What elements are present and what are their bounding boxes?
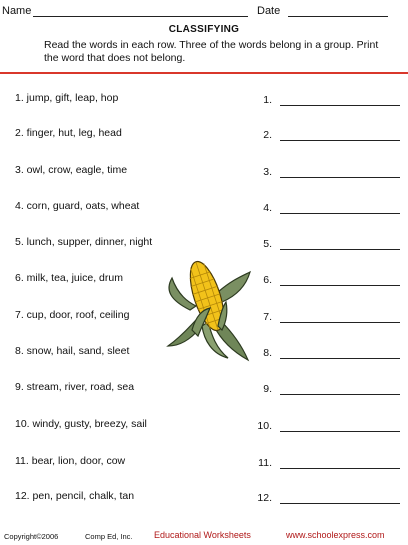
corn-icon — [160, 250, 255, 365]
answer-number: 2. — [263, 129, 272, 141]
answer-line[interactable] — [280, 503, 400, 504]
worksheet-header — [0, 3, 408, 19]
answer-number: 12. — [257, 492, 272, 504]
answer-number: 3. — [263, 166, 272, 178]
date-label: Date — [257, 5, 281, 17]
word-list: 12. pen, pencil, chalk, tan — [15, 490, 135, 502]
answer-line[interactable] — [280, 394, 400, 395]
divider — [0, 72, 408, 74]
name-field-line[interactable] — [33, 16, 248, 17]
word-list: 9. stream, river, road, sea — [15, 381, 135, 393]
word-list: 5. lunch, supper, dinner, night — [15, 236, 153, 248]
word-list: 10. windy, gusty, breezy, sail — [15, 418, 147, 430]
word-list: 2. finger, hut, leg, head — [15, 127, 122, 139]
word-list: 8. snow, hail, sand, sleet — [15, 345, 130, 357]
question-row — [0, 164, 408, 182]
website-link[interactable]: www.schoolexpress.com — [286, 530, 385, 540]
answer-number: 10. — [257, 420, 272, 432]
answer-line[interactable] — [280, 249, 400, 250]
question-row — [0, 200, 408, 218]
date-field-line[interactable] — [288, 16, 388, 17]
question-row — [0, 92, 408, 110]
name-label: Name — [2, 5, 32, 17]
answer-line[interactable] — [280, 322, 400, 323]
educational-worksheets-link[interactable]: Educational Worksheets — [154, 530, 251, 540]
answer-line[interactable] — [280, 105, 400, 106]
word-list: 11. bear, lion, door, cow — [15, 455, 126, 467]
question-row — [0, 127, 408, 145]
answer-number: 11. — [258, 457, 272, 469]
question-row — [0, 381, 408, 399]
answer-line[interactable] — [280, 177, 400, 178]
answer-number: 1. — [263, 94, 272, 106]
word-list: 1. jump, gift, leap, hop — [15, 92, 119, 104]
answer-line[interactable] — [280, 431, 400, 432]
answer-number: 8. — [263, 347, 272, 359]
word-list: 6. milk, tea, juice, drum — [15, 272, 123, 284]
answer-number: 5. — [263, 238, 272, 250]
answer-number: 6. — [263, 274, 272, 286]
question-row — [0, 418, 408, 436]
answer-line[interactable] — [280, 140, 400, 141]
answer-line[interactable] — [280, 468, 400, 469]
word-list: 7. cup, door, roof, ceiling — [15, 309, 130, 321]
footer — [0, 530, 408, 544]
question-row — [0, 455, 408, 473]
answer-number: 4. — [263, 202, 272, 214]
company-text: Comp Ed, Inc. — [85, 532, 133, 541]
word-list: 4. corn, guard, oats, wheat — [15, 200, 140, 212]
answer-line[interactable] — [280, 213, 400, 214]
answer-number: 7. — [263, 311, 272, 323]
answer-line[interactable] — [280, 285, 400, 286]
answer-number: 9. — [263, 383, 272, 395]
answer-line[interactable] — [280, 358, 400, 359]
copyright-text: Copyright©2006 — [4, 532, 59, 541]
worksheet-title: CLASSIFYING — [168, 24, 240, 35]
instructions: Read the words in each row. Three of the words belong in a group. Print the word that does not belong. — [44, 39, 379, 64]
question-row — [0, 490, 408, 508]
word-list: 3. owl, crow, eagle, time — [15, 164, 128, 176]
